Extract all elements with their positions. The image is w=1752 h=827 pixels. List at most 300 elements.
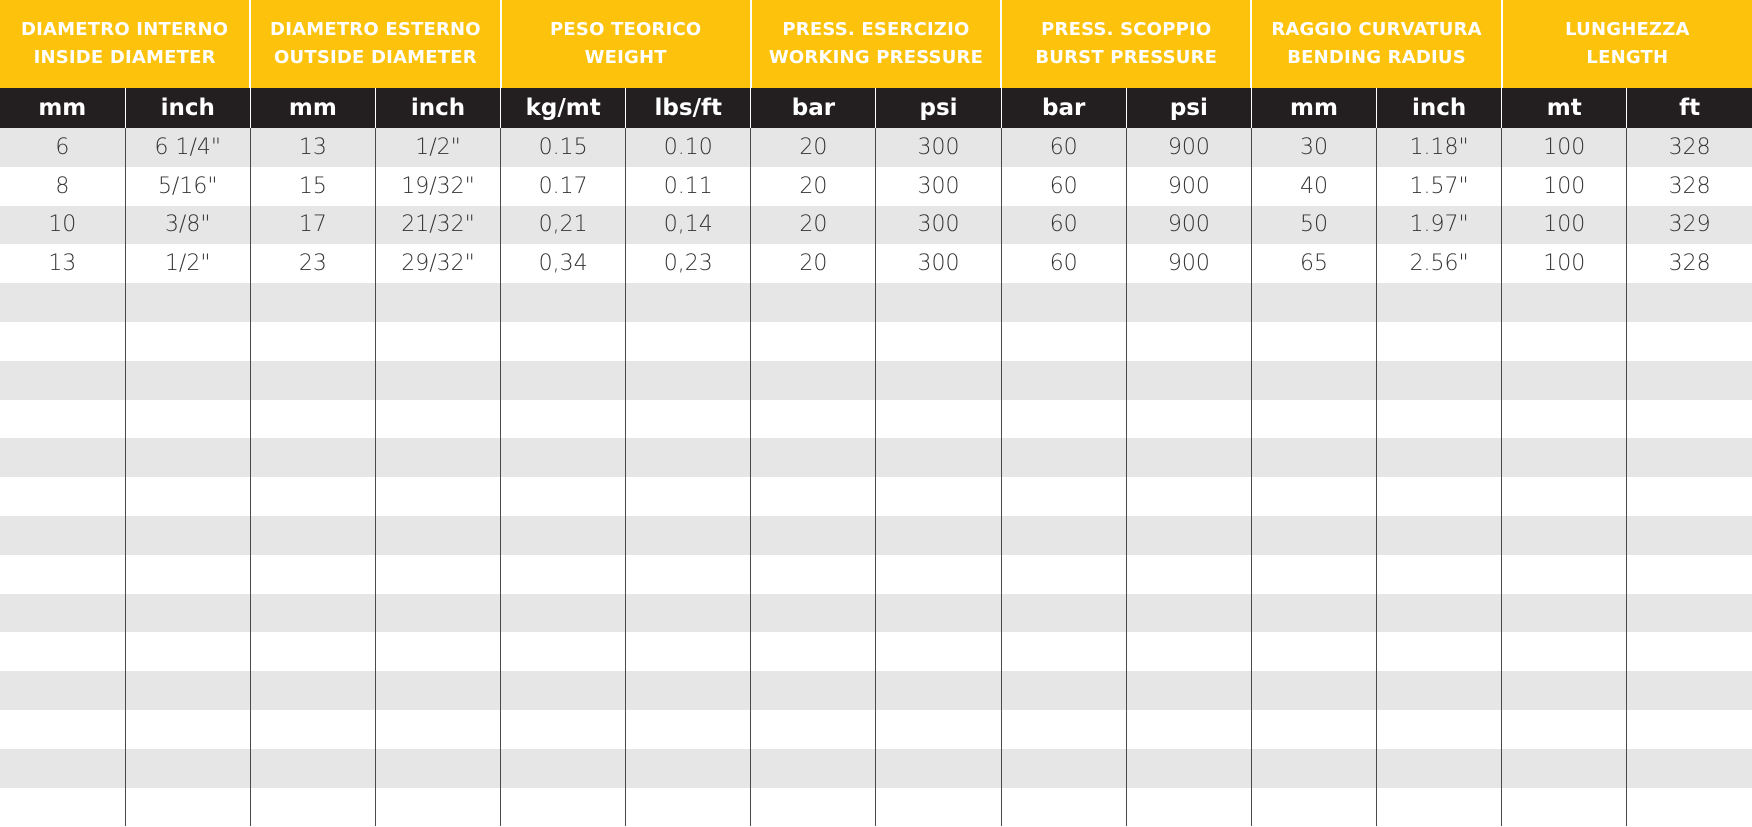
empty-table-row: [0, 749, 1752, 788]
unit-header: lbs/ft: [626, 88, 751, 128]
table-cell: 60: [1001, 206, 1126, 245]
table-cell: [1502, 594, 1627, 633]
table-cell: 900: [1126, 244, 1251, 283]
table-cell: 300: [876, 167, 1001, 206]
table-cell: [0, 749, 125, 788]
table-cell: [626, 361, 751, 400]
table-cell: [1377, 788, 1502, 827]
unit-header: inch: [1377, 88, 1502, 128]
table-cell: [876, 283, 1001, 322]
table-cell: [250, 555, 375, 594]
table-cell: [1251, 710, 1376, 749]
table-cell: 300: [876, 244, 1001, 283]
unit-header: mm: [250, 88, 375, 128]
table-cell: [1627, 400, 1752, 439]
header-label-en: BURST PRESSURE: [1035, 47, 1218, 68]
table-cell: [626, 438, 751, 477]
table-cell: 13: [250, 128, 375, 167]
table-cell: [876, 438, 1001, 477]
burst-pressure-header: [1001, 0, 1251, 88]
header-label-en: WORKING PRESSURE: [768, 47, 984, 68]
table-cell: [1001, 322, 1126, 361]
table-cell: [375, 283, 500, 322]
table-cell: [626, 555, 751, 594]
table-cell: [876, 594, 1001, 633]
table-cell: 5/16": [125, 167, 250, 206]
table-cell: [1001, 671, 1126, 710]
header-label-en: OUTSIDE DIAMETER: [274, 47, 477, 68]
table-cell: 328: [1627, 167, 1752, 206]
table-cell: [375, 400, 500, 439]
table-cell: 0,23: [626, 244, 751, 283]
table-cell: [250, 477, 375, 516]
table-cell: 0,34: [501, 244, 626, 283]
table-cell: [1627, 749, 1752, 788]
table-cell: 1.18": [1377, 128, 1502, 167]
table-cell: [375, 788, 500, 827]
header-label-en: INSIDE DIAMETER: [33, 47, 216, 68]
table-cell: [0, 632, 125, 671]
table-cell: [125, 322, 250, 361]
table-cell: [876, 671, 1001, 710]
unit-header-row: [0, 88, 1752, 128]
table-cell: [1126, 516, 1251, 555]
empty-table-row: [0, 516, 1752, 555]
working-pressure-header: [751, 0, 1001, 88]
table-cell: [1502, 555, 1627, 594]
table-cell: [1502, 322, 1627, 361]
column-group-header-row: [0, 0, 1752, 88]
table-cell: [250, 749, 375, 788]
table-cell: [1126, 710, 1251, 749]
table-cell: [1627, 322, 1752, 361]
table-cell: [125, 632, 250, 671]
table-cell: 0.11: [626, 167, 751, 206]
table-cell: [1251, 477, 1376, 516]
table-cell: 20: [751, 128, 876, 167]
header-label-it: PRESS. ESERCIZIO: [782, 19, 970, 40]
table-cell: 13: [0, 244, 125, 283]
table-cell: [626, 283, 751, 322]
table-cell: 1.57": [1377, 167, 1502, 206]
table-cell: [751, 632, 876, 671]
unit-header: psi: [1126, 88, 1251, 128]
table-cell: [751, 516, 876, 555]
table-cell: [1126, 361, 1251, 400]
table-cell: 65: [1251, 244, 1376, 283]
table-cell: [501, 594, 626, 633]
table-cell: [375, 555, 500, 594]
table-cell: [501, 322, 626, 361]
table-cell: [0, 322, 125, 361]
table-cell: [1251, 361, 1376, 400]
table-cell: [501, 516, 626, 555]
table-cell: [1627, 555, 1752, 594]
table-cell: [626, 632, 751, 671]
table-cell: [1251, 788, 1376, 827]
table-cell: [751, 710, 876, 749]
table-cell: [250, 322, 375, 361]
table-cell: [0, 361, 125, 400]
table-cell: [1502, 749, 1627, 788]
table-cell: [1627, 788, 1752, 827]
table-cell: [1502, 632, 1627, 671]
table-cell: [1126, 671, 1251, 710]
table-cell: 300: [876, 206, 1001, 245]
table-cell: [1377, 632, 1502, 671]
table-cell: [501, 477, 626, 516]
outside-diameter-header: [250, 0, 500, 88]
table-cell: 60: [1001, 167, 1126, 206]
table-cell: 15: [250, 167, 375, 206]
table-cell: [125, 749, 250, 788]
table-cell: [751, 400, 876, 439]
table-body: [0, 128, 1752, 826]
table-cell: 40: [1251, 167, 1376, 206]
table-cell: [125, 710, 250, 749]
table-cell: 100: [1502, 244, 1627, 283]
table-cell: [1627, 516, 1752, 555]
table-cell: [1502, 438, 1627, 477]
table-cell: [501, 361, 626, 400]
table-cell: [1377, 322, 1502, 361]
table-cell: 29/32": [375, 244, 500, 283]
table-cell: [751, 283, 876, 322]
table-cell: [1377, 671, 1502, 710]
table-cell: [876, 361, 1001, 400]
table-cell: [501, 438, 626, 477]
table-cell: [626, 594, 751, 633]
table-cell: [1251, 283, 1376, 322]
table-cell: [626, 788, 751, 827]
table-cell: [1377, 749, 1502, 788]
unit-header: mt: [1502, 88, 1627, 128]
table-cell: 300: [876, 128, 1001, 167]
table-cell: [876, 477, 1001, 516]
table-cell: [876, 555, 1001, 594]
table-cell: 1.97": [1377, 206, 1502, 245]
table-cell: [375, 516, 500, 555]
table-cell: 50: [1251, 206, 1376, 245]
table-cell: 900: [1126, 206, 1251, 245]
table-cell: [375, 361, 500, 400]
table-cell: 8: [0, 167, 125, 206]
table-cell: 6: [0, 128, 125, 167]
empty-table-row: [0, 594, 1752, 633]
table-cell: [1001, 283, 1126, 322]
table-row: [0, 244, 1752, 283]
table-cell: [0, 555, 125, 594]
table-cell: 1/2": [125, 244, 250, 283]
table-cell: [1251, 400, 1376, 439]
table-cell: [1377, 400, 1502, 439]
header-label-it: RAGGIO CURVATURA: [1271, 19, 1482, 40]
table-cell: [1627, 283, 1752, 322]
table-cell: 20: [751, 244, 876, 283]
table-cell: [375, 632, 500, 671]
empty-table-row: [0, 400, 1752, 439]
table-row: [0, 206, 1752, 245]
table-cell: [876, 788, 1001, 827]
table-cell: 0,21: [501, 206, 626, 245]
table-cell: [375, 438, 500, 477]
table-cell: [1001, 361, 1126, 400]
table-cell: [375, 710, 500, 749]
table-cell: [1126, 400, 1251, 439]
empty-table-row: [0, 555, 1752, 594]
table-cell: [1001, 516, 1126, 555]
table-cell: [125, 516, 250, 555]
table-cell: [1251, 555, 1376, 594]
table-cell: 30: [1251, 128, 1376, 167]
table-cell: [125, 400, 250, 439]
table-cell: [0, 283, 125, 322]
empty-table-row: [0, 710, 1752, 749]
header-label-en: BENDING RADIUS: [1287, 47, 1466, 68]
table-cell: 329: [1627, 206, 1752, 245]
table-cell: 0,14: [626, 206, 751, 245]
table-cell: [1001, 594, 1126, 633]
table-cell: [125, 477, 250, 516]
table-cell: [876, 632, 1001, 671]
table-cell: [1502, 400, 1627, 439]
table-cell: [1126, 283, 1251, 322]
table-cell: [1001, 477, 1126, 516]
table-cell: [626, 749, 751, 788]
table-cell: 21/32": [375, 206, 500, 245]
table-cell: [1251, 322, 1376, 361]
table-cell: [626, 477, 751, 516]
table-cell: [1001, 555, 1126, 594]
table-cell: 100: [1502, 167, 1627, 206]
table-cell: 20: [751, 206, 876, 245]
table-cell: [1502, 788, 1627, 827]
header-label-it: PRESS. SCOPPIO: [1041, 19, 1212, 40]
table-cell: [250, 788, 375, 827]
table-cell: [1126, 477, 1251, 516]
table-cell: 60: [1001, 244, 1126, 283]
table-cell: [1001, 400, 1126, 439]
table-cell: [375, 594, 500, 633]
table-cell: [1377, 477, 1502, 516]
table-cell: [0, 438, 125, 477]
empty-table-row: [0, 632, 1752, 671]
table-cell: [1126, 749, 1251, 788]
table-cell: [751, 788, 876, 827]
table-cell: 0.15: [501, 128, 626, 167]
table-cell: [375, 749, 500, 788]
table-cell: [1627, 361, 1752, 400]
table-cell: [125, 788, 250, 827]
table-cell: [250, 671, 375, 710]
table-cell: [1377, 438, 1502, 477]
table-cell: [250, 400, 375, 439]
unit-header: mm: [0, 88, 125, 128]
table-cell: [250, 632, 375, 671]
table-cell: 1/2": [375, 128, 500, 167]
table-cell: [876, 749, 1001, 788]
table-cell: [751, 322, 876, 361]
unit-header: ft: [1627, 88, 1752, 128]
unit-header: kg/mt: [501, 88, 626, 128]
table-cell: [1377, 555, 1502, 594]
table-cell: 328: [1627, 128, 1752, 167]
table-cell: [751, 749, 876, 788]
table-cell: [1126, 322, 1251, 361]
unit-header: inch: [125, 88, 250, 128]
table-cell: [125, 555, 250, 594]
table-cell: 10: [0, 206, 125, 245]
table-cell: [1377, 594, 1502, 633]
table-cell: 19/32": [375, 167, 500, 206]
table-cell: [0, 671, 125, 710]
table-cell: [751, 555, 876, 594]
table-cell: [1251, 438, 1376, 477]
table-cell: [1502, 477, 1627, 516]
table-cell: [626, 400, 751, 439]
table-cell: [1627, 438, 1752, 477]
table-cell: [250, 283, 375, 322]
header-label-en: LENGTH: [1586, 47, 1669, 68]
table-cell: [501, 749, 626, 788]
table-cell: [0, 594, 125, 633]
table-cell: 3/8": [125, 206, 250, 245]
table-cell: [1001, 710, 1126, 749]
table-cell: [1251, 671, 1376, 710]
table-cell: 900: [1126, 128, 1251, 167]
table-cell: [0, 788, 125, 827]
table-cell: [1502, 671, 1627, 710]
table-cell: [1251, 516, 1376, 555]
table-cell: 23: [250, 244, 375, 283]
table-cell: [1502, 361, 1627, 400]
table-cell: [0, 477, 125, 516]
table-cell: [876, 400, 1001, 439]
table-cell: [375, 322, 500, 361]
table-cell: [1377, 283, 1502, 322]
table-cell: [751, 361, 876, 400]
table-cell: 17: [250, 206, 375, 245]
empty-table-row: [0, 477, 1752, 516]
table-cell: [1126, 788, 1251, 827]
table-cell: 6 1/4": [125, 128, 250, 167]
empty-table-row: [0, 283, 1752, 322]
table-cell: [125, 594, 250, 633]
table-cell: [501, 283, 626, 322]
table-cell: [1251, 749, 1376, 788]
table-cell: [250, 710, 375, 749]
table-cell: [1126, 555, 1251, 594]
table-cell: 0.10: [626, 128, 751, 167]
table-row: [0, 167, 1752, 206]
table-cell: [1001, 788, 1126, 827]
table-cell: [1627, 477, 1752, 516]
table-cell: [1126, 632, 1251, 671]
table-cell: 2.56": [1377, 244, 1502, 283]
table-cell: [751, 438, 876, 477]
table-cell: [1001, 749, 1126, 788]
table-cell: [501, 632, 626, 671]
table-cell: [375, 671, 500, 710]
table-cell: [501, 400, 626, 439]
table-cell: [876, 516, 1001, 555]
header-label-it: PESO TEORICO: [550, 19, 702, 40]
header-label-it: DIAMETRO INTERNO: [21, 19, 229, 40]
table-cell: [250, 594, 375, 633]
table-cell: 60: [1001, 128, 1126, 167]
table-cell: [1001, 632, 1126, 671]
table-cell: 100: [1502, 128, 1627, 167]
inside-diameter-header: [0, 0, 250, 88]
table-cell: [250, 361, 375, 400]
table-cell: [501, 710, 626, 749]
table-cell: [1502, 710, 1627, 749]
table-cell: [876, 710, 1001, 749]
table-cell: [1502, 283, 1627, 322]
table-cell: [1627, 710, 1752, 749]
table-cell: [1126, 438, 1251, 477]
unit-header: inch: [375, 88, 500, 128]
empty-table-row: [0, 671, 1752, 710]
table-cell: [501, 788, 626, 827]
table-cell: 100: [1502, 206, 1627, 245]
empty-table-row: [0, 361, 1752, 400]
table-cell: [0, 400, 125, 439]
table-cell: [501, 555, 626, 594]
table-cell: 328: [1627, 244, 1752, 283]
table-cell: [250, 516, 375, 555]
table-cell: [626, 671, 751, 710]
weight-header: [501, 0, 751, 88]
table-cell: [1251, 594, 1376, 633]
table-cell: [1377, 516, 1502, 555]
table-cell: [751, 671, 876, 710]
table-cell: [1627, 632, 1752, 671]
table-cell: [751, 477, 876, 516]
unit-header: psi: [876, 88, 1001, 128]
table-cell: [626, 710, 751, 749]
unit-header: bar: [751, 88, 876, 128]
empty-table-row: [0, 322, 1752, 361]
table-cell: [626, 516, 751, 555]
empty-table-row: [0, 438, 1752, 477]
table-cell: [1377, 361, 1502, 400]
table-cell: [375, 477, 500, 516]
empty-table-row: [0, 788, 1752, 827]
table-cell: [1001, 438, 1126, 477]
length-header: [1502, 0, 1752, 88]
table-cell: [876, 322, 1001, 361]
bending-radius-header: [1251, 0, 1501, 88]
table-cell: [1377, 710, 1502, 749]
table-cell: [125, 361, 250, 400]
table-cell: [751, 594, 876, 633]
table-cell: 0.17: [501, 167, 626, 206]
unit-header: bar: [1001, 88, 1126, 128]
header-label-en: WEIGHT: [584, 47, 667, 68]
table-cell: 20: [751, 167, 876, 206]
table-cell: [1627, 671, 1752, 710]
table-cell: [1126, 594, 1251, 633]
header-label-it: DIAMETRO ESTERNO: [270, 19, 481, 40]
header-label-it: LUNGHEZZA: [1565, 19, 1690, 40]
table-cell: 900: [1126, 167, 1251, 206]
table-cell: [501, 671, 626, 710]
table-cell: [1627, 594, 1752, 633]
table-cell: [0, 710, 125, 749]
table-row: [0, 128, 1752, 167]
table-cell: [0, 516, 125, 555]
